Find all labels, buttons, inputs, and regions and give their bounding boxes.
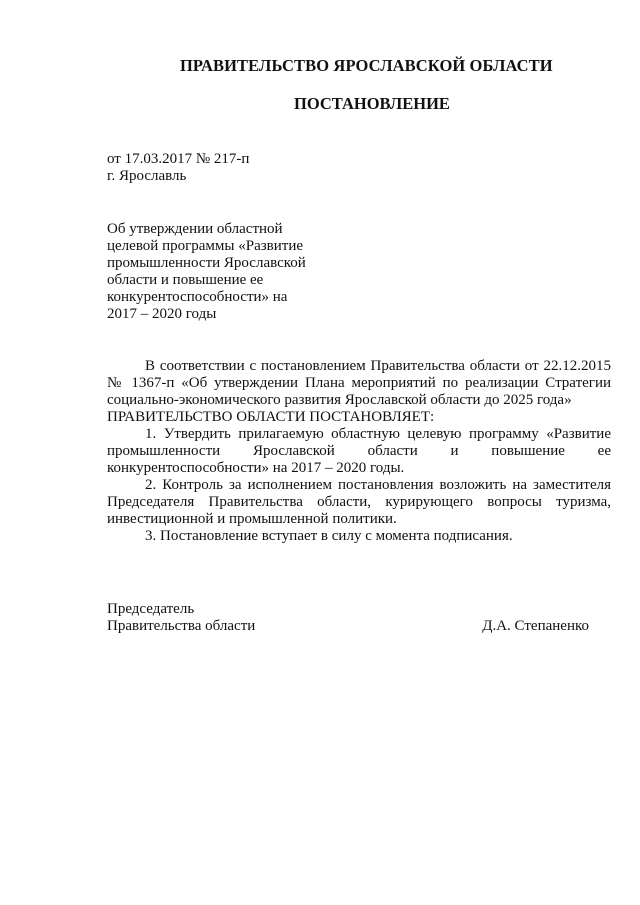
subject-line: конкурентоспособности» на	[107, 289, 288, 305]
document-meta	[107, 151, 249, 185]
document-type: ПОСТАНОВЛЕНИЕ	[294, 94, 450, 113]
signer-position-line1: Председатель	[107, 601, 195, 617]
subject-line: Об утверждении областной	[107, 221, 283, 237]
subject-line: области и повышение ее	[107, 272, 264, 288]
signature-row-2	[107, 618, 589, 635]
government-title: ПРАВИТЕЛЬСТВО ЯРОСЛАВСКОЙ ОБЛАСТИ	[180, 56, 553, 75]
date-number: от 17.03.2017 № 217-п	[107, 151, 250, 167]
document-body	[107, 358, 611, 545]
subject-line: промышленности Ярославской	[107, 255, 306, 271]
item-3: 3. Постановление вступает в силу с момента подписания.	[145, 528, 513, 544]
city: г. Ярославль	[107, 168, 187, 184]
signer-name: Д.А. Степаненко	[482, 618, 589, 634]
item-1: 1. Утвердить прилагаемую областную целевую программу «Развитие промышленности Ярославской области и повышение ее конкурентоспособности» на 2017 – 2020 годы.	[107, 426, 611, 476]
signer-position-line2: Правительства области	[107, 618, 256, 634]
signature-block	[107, 601, 589, 635]
preamble-paragraph: В соответствии с постановлением Правительства области от 22.12.2015 № 1367-п «Об утверждении Плана мероприятий по реализации Стратегии социально-экономического развития Ярославской области до 2025 года»	[107, 358, 611, 408]
item-2: 2. Контроль за исполнением постановления возложить на заместителя Председателя Правительства области, курирующего вопросы туризма, инвестиционной и промышленной политики.	[107, 477, 611, 527]
subject-line: целевой программы «Развитие	[107, 238, 304, 254]
signature-row-1	[107, 601, 589, 618]
resolves-line: ПРАВИТЕЛЬСТВО ОБЛАСТИ ПОСТАНОВЛЯЕТ:	[107, 409, 435, 425]
subject-line: 2017 – 2020 годы	[107, 306, 217, 322]
document-subject	[107, 221, 327, 323]
